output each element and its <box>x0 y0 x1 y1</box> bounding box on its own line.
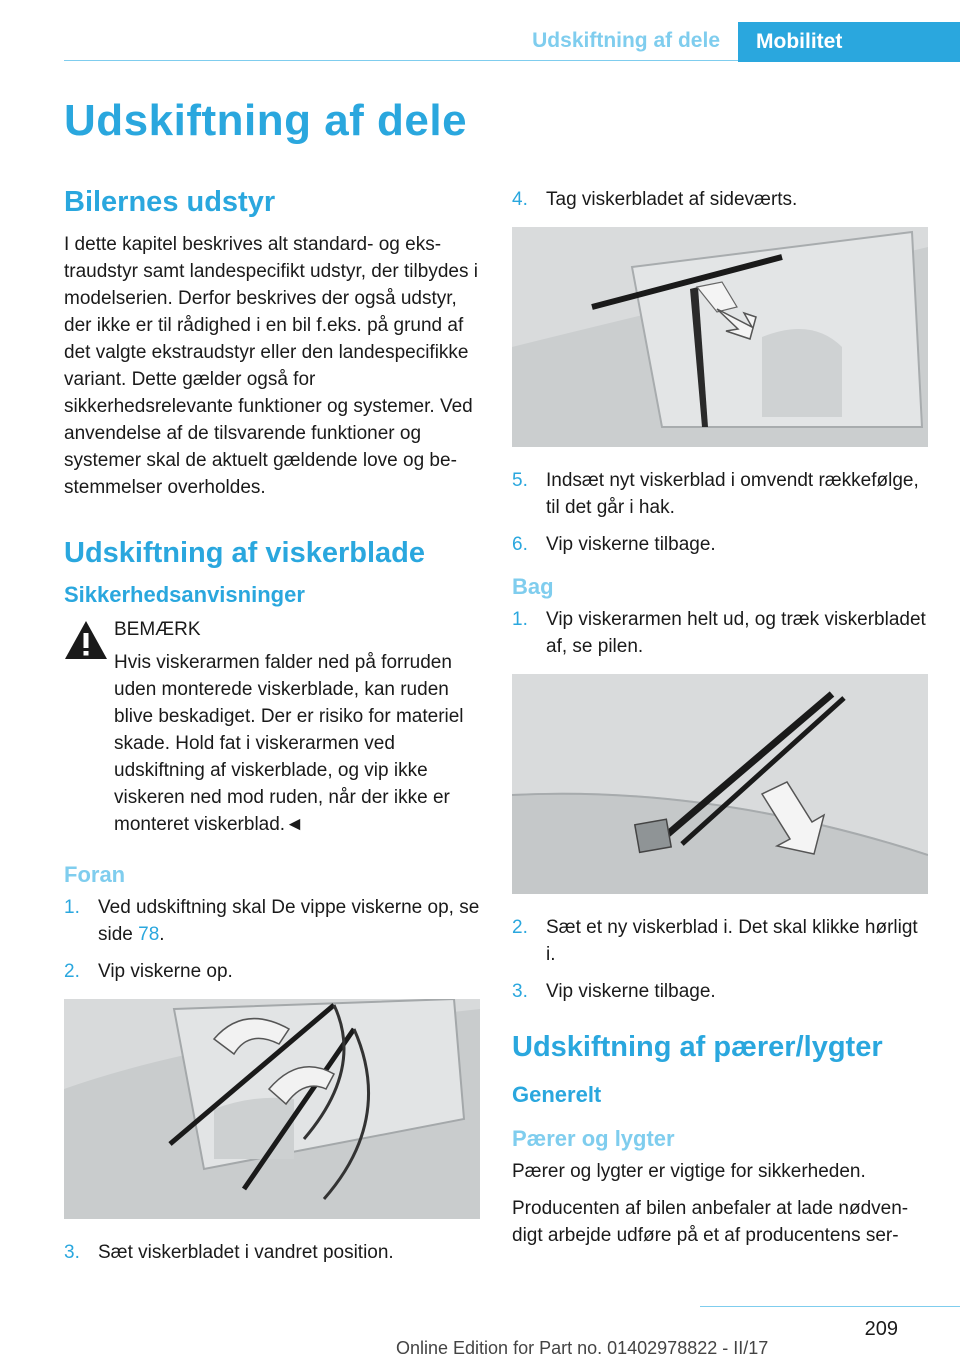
right-column <box>512 186 928 1259</box>
paragraph-bulbs-2: Producenten af bilen anbefaler at lade nødvendigt arbejde udføre på et af producentens ser- <box>512 1198 909 1246</box>
warning-block <box>64 616 480 838</box>
header-chapter-tab: Mobilitet <box>738 22 960 62</box>
edition-note: Online Edition for Part no. 01402978822 - II/17 <box>396 1338 769 1358</box>
footer-rule <box>700 1306 960 1307</box>
left-column <box>64 186 480 1276</box>
warning-triangle-icon <box>64 620 108 660</box>
warning-text: Hvis viskerarmen falder ned på forruden uden monterede viskerblade, kan ruden blive beskadiget. Der er risiko for materiel skade. Hold fat i viskerarmen ved udskiftning af viskerblade, og vip ikke viskeren ned mod ruden, når der ikke er monteret viskerblad.◄ <box>114 652 464 835</box>
list-item: 6. Vip viskerne tilbage. <box>512 534 716 555</box>
front-step3-list <box>64 1239 480 1266</box>
warning-label: BEMÆRK <box>114 619 201 640</box>
list-item: 4. Tag viskerbladet af sideværts. <box>512 189 798 210</box>
remove-blade-image <box>512 227 928 447</box>
paragraph-bulbs-1: Pærer og lygter er vigtige for sikkerheden. <box>512 1161 866 1182</box>
page-number: 209 <box>864 1318 898 1340</box>
paragraph-equipment: I dette kapitel beskrives alt standard- og ekstraudstyr samt landespecifikt udstyr, der tilbydes i modelserien. Derfor beskrives der også udstyr, der ikke er til rådighed i en bil f.eks. på grund af det valgte ekstraudstyr eller den landespecifikke variant. Dette gælder også for sikkerhedsrelevante funktioner og systemer. Ved anvendelse af de tilsvarende funktioner og systemer skal de aktuelt gældende love og bestemmelser overholdes. <box>64 234 478 498</box>
remove-blade-illustration <box>512 227 928 447</box>
heading-front: Foran <box>64 862 126 887</box>
heading-bulbs-lights: Pærer og lygter <box>512 1126 675 1151</box>
rear-step1-list <box>512 606 928 660</box>
list-item: 1. Vip viskerarmen helt ud, og træk viskerbladet af, se pilen. <box>512 609 926 657</box>
rear-wiper-illustration <box>512 674 928 894</box>
list-item: 3. Vip viskerne tilbage. <box>512 981 716 1002</box>
page-link-78[interactable]: 78 <box>138 924 160 945</box>
list-item: 2. Vip viskerne op. <box>64 961 233 982</box>
heading-rear: Bag <box>512 574 554 599</box>
front-step4-list <box>512 186 928 213</box>
header-rule <box>64 60 740 61</box>
front-wipers-image <box>64 999 480 1219</box>
list-item: 3. Sæt viskerbladet i vandret position. <box>64 1242 394 1263</box>
rear-wiper-image <box>512 674 928 894</box>
heading-equipment: Bilernes udstyr <box>64 186 276 218</box>
rear-steps-list <box>512 914 928 1005</box>
list-item: 1. Ved udskiftning skal De vippe viskerne op, se side 78. <box>64 897 480 945</box>
list-item: 2. Sæt et ny viskerblad i. Det skal klikke hørligt i. <box>512 917 918 965</box>
steps-5-6-list <box>512 467 928 558</box>
heading-bulbs-replacement: Udskiftning af pærer/lygter <box>512 1031 883 1063</box>
front-wipers-illustration <box>64 999 480 1219</box>
front-steps-list <box>64 894 480 985</box>
heading-general: Generelt <box>512 1082 602 1107</box>
heading-safety: Sikkerhedsanvisninger <box>64 582 305 607</box>
header-section-title: Udskiftning af dele <box>532 29 720 52</box>
list-item: 5. Indsæt nyt viskerblad i omvendt rækkefølge, til det går i hak. <box>512 470 919 518</box>
heading-wiper-replacement: Udskiftning af viskerblade <box>64 537 425 569</box>
page-title: Udskiftning af dele <box>64 96 468 145</box>
